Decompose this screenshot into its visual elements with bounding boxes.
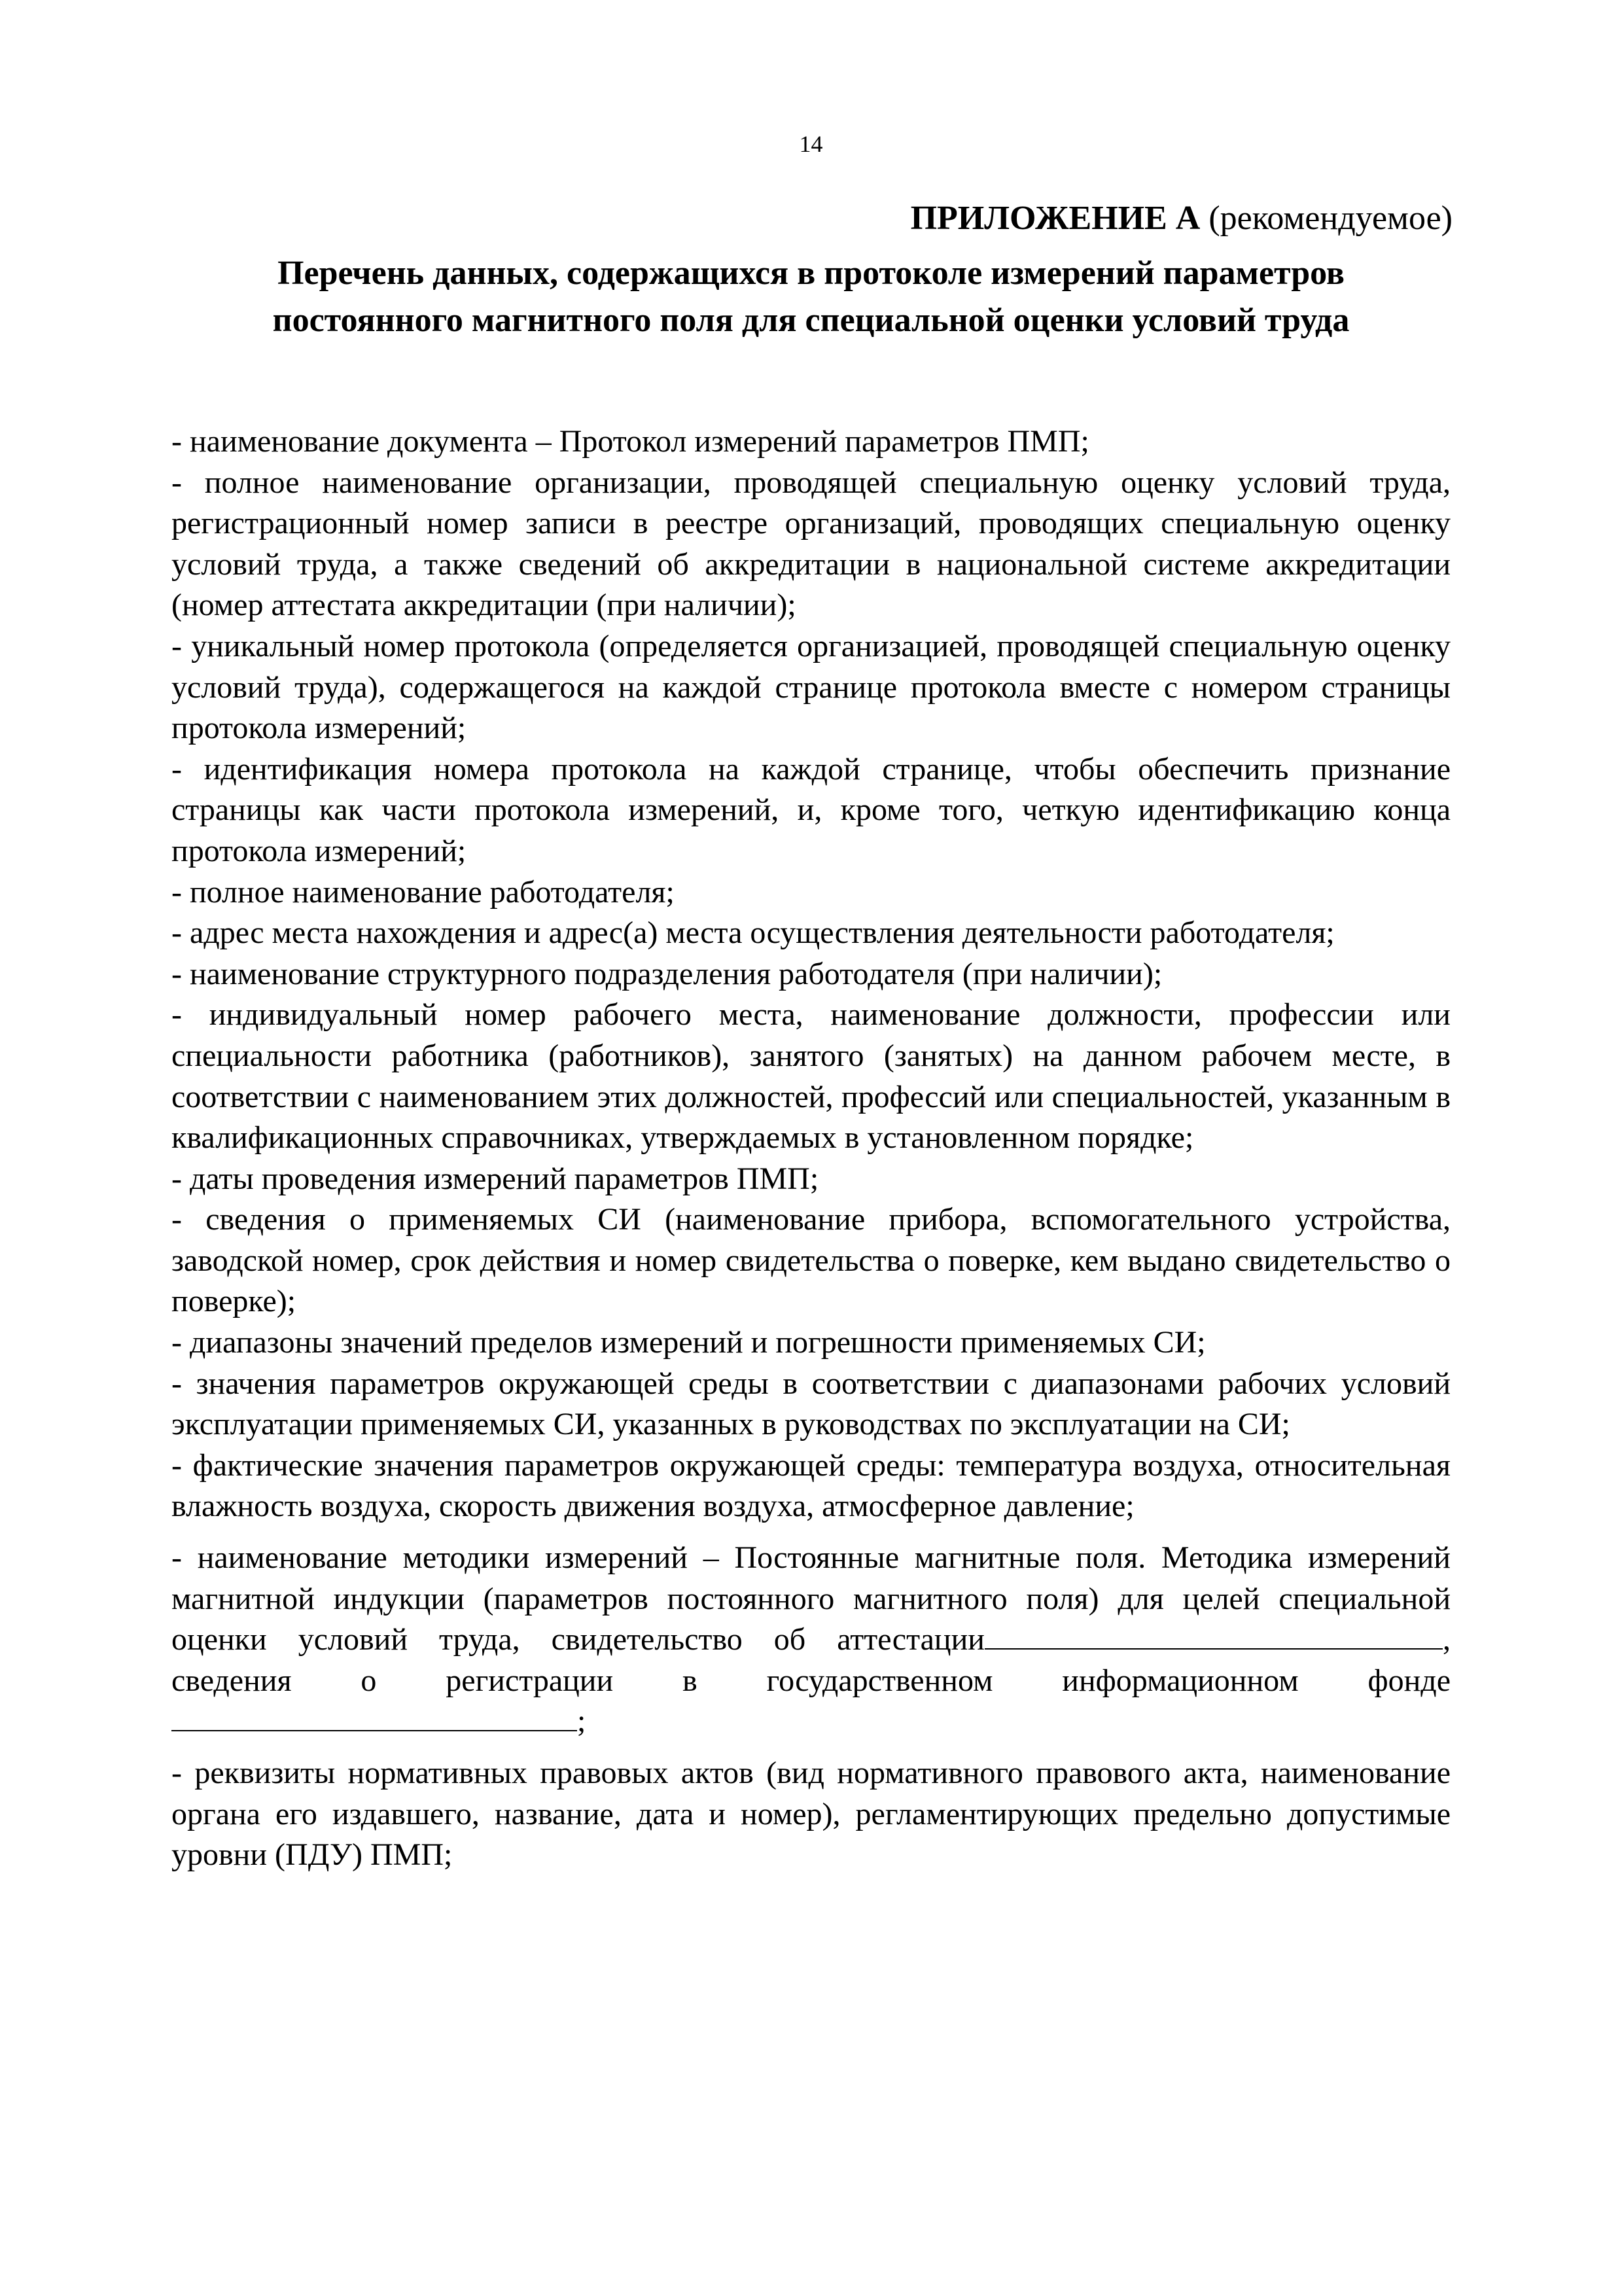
attestation-blank-line [985,1622,1443,1650]
document-title-line-2: постоянного магнитного поля для специальной оценки условий труда [272,302,1350,339]
list-item: - полное наименование работодателя; [171,874,675,910]
list-item: - сведения о применяемых СИ (наименование прибора, вспомогательного устройства, заводской номер, срок действия и номер свидетельства о поверке, кем выдано свидетельство о поверке); [171,1202,1451,1319]
appendix-heading [911,196,1453,241]
list-item: - индивидуальный номер рабочего места, наименование должности, профессии или специальности работника (работников), занятого (занятых) на данном рабочем месте, в соответствии с наименованием этих должностей, профессий или специальностей, указанным в квалификационных справочниках, утверждаемых в установленном порядке; [171,997,1451,1156]
method-text-part-2: , сведения о регистрации в государственном информационном фонде [171,1622,1451,1698]
document-title-line-1: Перечень данных, содержащихся в протоколе измерений параметров [277,255,1345,292]
document-title [171,250,1451,344]
page-number: 14 [799,131,823,157]
list-item: - диапазоны значений пределов измерений и погрешности применяемых СИ; [171,1325,1206,1360]
registration-blank-line [171,1704,577,1731]
list-item: - уникальный номер протокола (определяется организацией, проводящей специальную оценку условий труда), содержащегося на каждой странице протокола вместе с номером страницы протокола измерений; [171,628,1451,746]
list-item: - значения параметров окружающей среды в соответствии с диапазонами рабочих условий эксплуатации применяемых СИ, указанных в руководствах по эксплуатации на СИ; [171,1366,1451,1442]
list-item: - реквизиты нормативных правовых актов (вид нормативного правового акта, наименование органа его издавшего, название, дата и номер), регламентирующих предельно допустимые уровни (ПДУ) ПМП; [171,1756,1451,1873]
method-text-part-3: ; [577,1704,586,1739]
list-item: - фактические значения параметров окружающей среды: температура воздуха, относительная влажность воздуха, скорость движения воздуха, атмосферное давление; [171,1447,1451,1524]
list-item: - полное наименование организации, проводящей специальную оценку условий труда, регистрационный номер записи в реестре организаций, проводящих специальную оценку условий труда, а также сведений об аккредитации в национальной системе аккредитации (номер аттестата аккредитации (при наличии); [171,465,1451,623]
list-item: - даты проведения измерений параметров ПМП; [171,1161,819,1196]
list-item: - наименование документа – Протокол измерений параметров ПМП; [171,424,1089,459]
data-list [171,421,1451,1876]
appendix-note: (рекомендуемое) [1208,200,1453,237]
list-item: - наименование структурного подразделения работодателя (при наличии); [171,956,1163,991]
method-list-item [171,1538,1451,1742]
list-item: - адрес места нахождения и адрес(а) места осуществления деятельности работодателя; [171,915,1335,951]
list-item: - идентификация номера протокола на каждой странице, чтобы обеспечить признание страницы как части протокола измерений, и, кроме того, четкую идентификацию конца протокола измерений; [171,751,1451,868]
method-text-part-1: - наименование методики измерений – Постоянные магнитные поля. Методика измерений магнитной индукции (параметров постоянного магнитного поля) для целей специальной оценки условий труда, свидетельство об аттестации [171,1540,1451,1657]
appendix-label: ПРИЛОЖЕНИЕ А [910,200,1201,237]
